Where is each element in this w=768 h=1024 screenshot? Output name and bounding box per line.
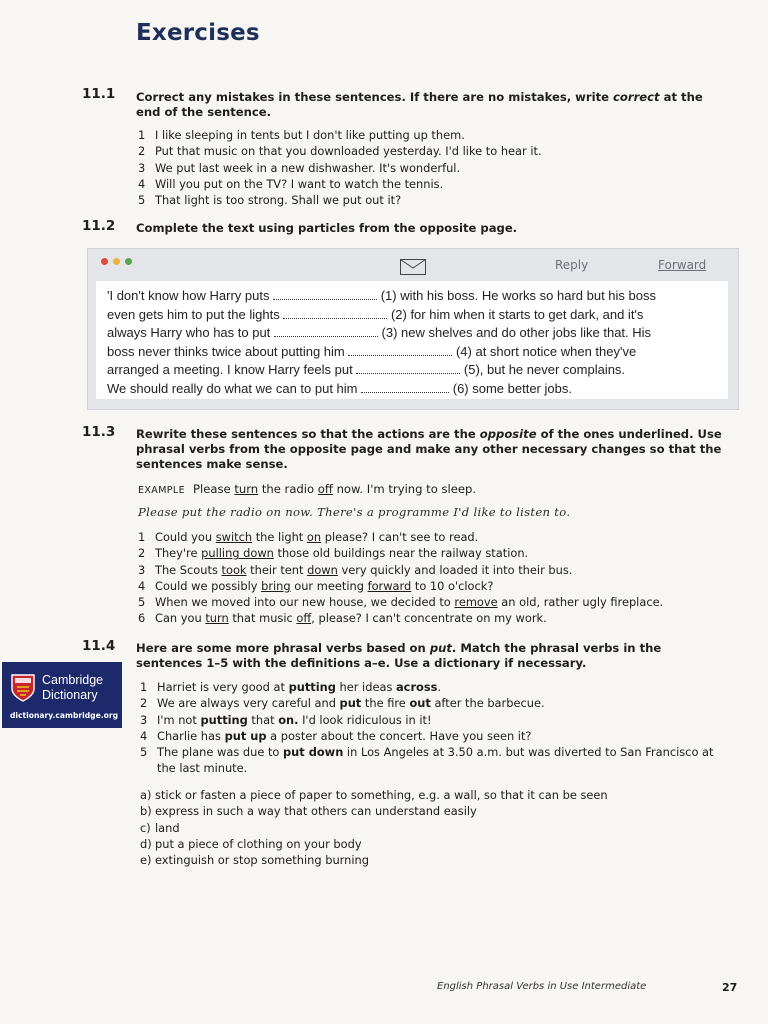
email-toolbar bbox=[88, 249, 738, 281]
list-item: 1 Harriet is very good at putting her ideas across. bbox=[140, 680, 442, 694]
email-window bbox=[87, 248, 739, 410]
exercise-11-3-instruction: Rewrite these sentences so that the actions are the opposite of the ones underlined. Use phrasal verbs from the opposite page and make any other necessary changes so that the sentences make sense. bbox=[136, 427, 722, 471]
exercise-number-11-2: 11.2 bbox=[82, 218, 116, 234]
list-item: 4 Could we possibly bring our meeting forward to 10 o'clock? bbox=[138, 578, 494, 593]
email-line: arranged a meeting. I know Harry feels put (5), but he never complains. bbox=[107, 362, 626, 378]
maximize-dot-icon bbox=[125, 258, 132, 265]
definition-item: e) extinguish or stop something burning bbox=[140, 853, 369, 868]
list-item: 5 That light is too strong. Shall we put out it? bbox=[138, 193, 402, 208]
reply-button[interactable]: Reply bbox=[555, 258, 589, 272]
definition-item: c) land bbox=[140, 820, 180, 835]
exercise-number-11-4: 11.4 bbox=[82, 638, 116, 654]
answer-gap[interactable] bbox=[274, 326, 378, 337]
email-text bbox=[107, 287, 727, 399]
list-item: 6 Can you turn that music off, please? I can't concentrate on my work. bbox=[138, 611, 547, 626]
page-title: Exercises bbox=[136, 20, 260, 46]
cambridge-dictionary-logo[interactable] bbox=[2, 662, 122, 728]
email-line: 'I don't know how Harry puts (1) with his boss. He works so hard but his boss bbox=[107, 288, 656, 303]
exercise-11-4-list bbox=[140, 679, 730, 777]
exercise-number-11-3: 11.3 bbox=[82, 424, 116, 440]
answer-gap[interactable] bbox=[348, 345, 452, 356]
list-item: 3 We put last week in a new dishwasher. It's wonderful. bbox=[138, 160, 461, 175]
email-line: always Harry who has to put (3) new shelves and do other jobs like that. His bbox=[107, 325, 652, 341]
list-item: 1 I like sleeping in tents but I don't like putting up them. bbox=[138, 128, 465, 142]
example-sentence: EXAMPLE Please turn the radio off now. I'm trying to sleep. bbox=[138, 482, 477, 496]
list-item: 3 I'm not putting that on. I'd look ridiculous in it! bbox=[140, 712, 432, 727]
envelope-icon bbox=[400, 259, 426, 275]
definition-item: d) put a piece of clothing on your body bbox=[140, 836, 362, 851]
exercise-number-11-1: 11.1 bbox=[82, 86, 116, 102]
forward-link[interactable]: Forward bbox=[658, 258, 707, 272]
answer-gap[interactable] bbox=[361, 382, 449, 393]
answer-gap[interactable] bbox=[273, 289, 377, 300]
list-item: 5 When we moved into our new house, we decided to remove an old, rather ugly fireplace. bbox=[138, 595, 664, 610]
page-number: 27 bbox=[722, 981, 738, 994]
exercise-11-3-list bbox=[138, 529, 738, 627]
answer-gap[interactable] bbox=[283, 308, 387, 319]
email-line: boss never thinks twice about putting him (4) at short notice when they've bbox=[107, 343, 637, 359]
logo-url: dictionary.cambridge.org bbox=[10, 711, 119, 720]
exercise-11-1-list bbox=[138, 127, 738, 208]
email-line: even gets him to put the lights (2) for him when it starts to get dark, and it's bbox=[107, 306, 644, 322]
list-item: 4 Charlie has put up a poster about the concert. Have you seen it? bbox=[140, 728, 532, 743]
minimize-dot-icon bbox=[113, 258, 120, 265]
cambridge-shield-icon bbox=[11, 674, 35, 702]
definition-item: a) stick or fasten a piece of paper to something, e.g. a wall, so that it can be seen bbox=[140, 788, 608, 802]
list-item: 1 Could you switch the light on please? I can't see to read. bbox=[138, 530, 479, 544]
list-item: 5 The plane was due to put down in Los Angeles at 3.50 a.m. but was diverted to San Francisco at the last minute. bbox=[140, 745, 714, 776]
exercise-11-4-definitions bbox=[140, 787, 730, 868]
example-answer: Please put the radio on now. There's a programme I'd like to listen to. bbox=[138, 505, 571, 519]
list-item: 2 Put that music on that you downloaded yesterday. I'd like to hear it. bbox=[138, 144, 542, 159]
exercise-11-4-instruction: Here are some more phrasal verbs based on put. Match the phrasal verbs in the sentences 1–5 with the definitions a–e. Use a dictionary if necessary. bbox=[136, 641, 662, 670]
book-title-footer: English Phrasal Verbs in Use Intermediate bbox=[437, 981, 647, 992]
logo-line-1: Cambridge bbox=[42, 673, 104, 687]
definition-item: b) express in such a way that others can understand easily bbox=[140, 804, 477, 819]
logo-line-2: Dictionary bbox=[42, 688, 98, 702]
list-item: 2 They're pulling down those old buildings near the railway station. bbox=[138, 546, 529, 561]
answer-gap[interactable] bbox=[356, 363, 460, 374]
close-dot-icon bbox=[101, 258, 108, 265]
email-line: We should really do what we can to put him (6) some better jobs. bbox=[107, 380, 572, 396]
list-item: 4 Will you put on the TV? I want to watch the tennis. bbox=[138, 176, 444, 191]
list-item: 3 The Scouts took their tent down very quickly and loaded it into their bus. bbox=[138, 562, 573, 577]
email-body bbox=[96, 281, 728, 399]
list-item: 2 We are always very careful and put the fire out after the barbecue. bbox=[140, 696, 545, 711]
exercise-11-1-instruction: Correct any mistakes in these sentences. If there are no mistakes, write correct at the end of the sentence. bbox=[136, 90, 703, 119]
exercise-11-2-instruction: Complete the text using particles from the opposite page. bbox=[136, 221, 518, 235]
